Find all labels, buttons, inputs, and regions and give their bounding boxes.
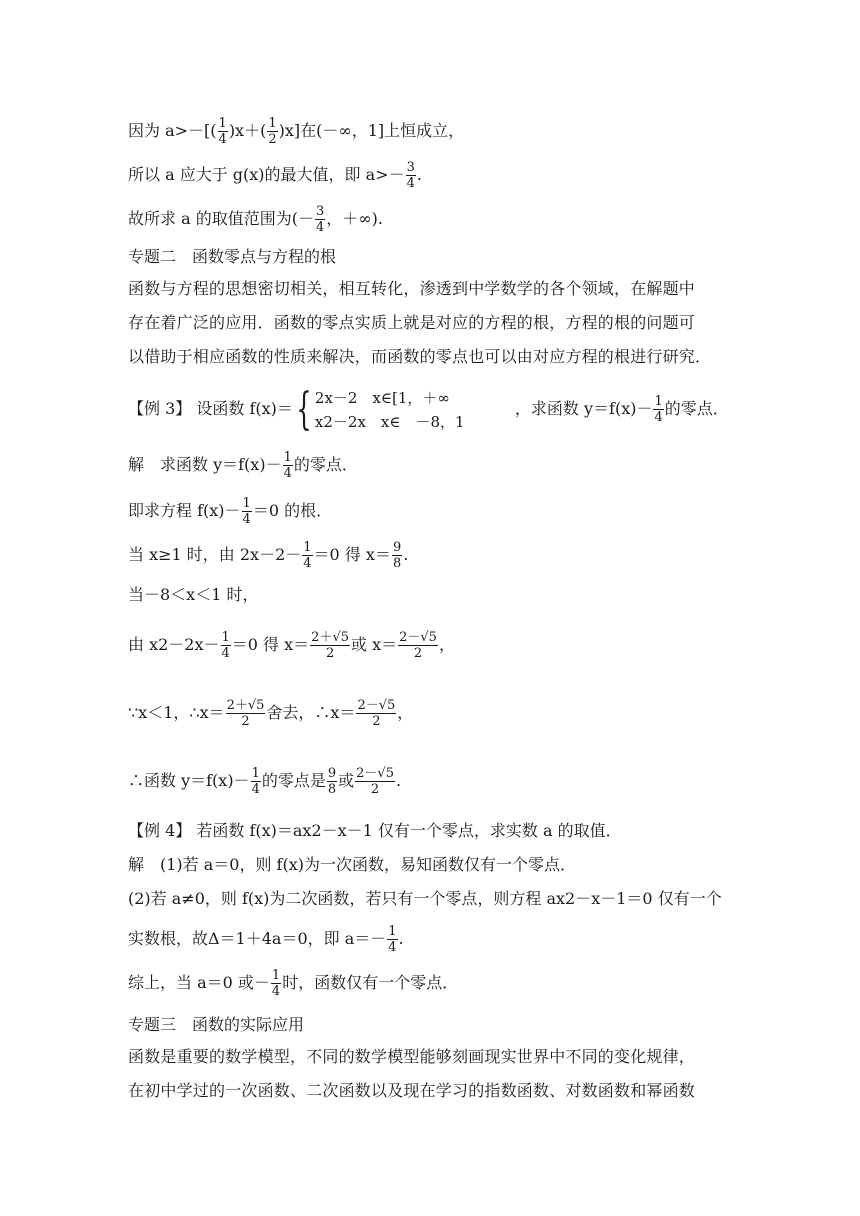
numerator: 2＋√5 [311,630,349,645]
text: 的零点． [293,455,358,474]
text: 因为 a>－[( [128,121,217,140]
fraction [283,450,293,481]
paragraph-line: 存在着广泛的应用．函数的零点实质上就是对应的方程的根，方程的根的问题可 [128,313,696,332]
example-label: 【例 4】 [128,821,192,840]
section-heading-3: 专题三 函数的实际应用 [128,1015,305,1034]
numerator: 9 [392,540,402,555]
paragraph-line: 以借助于相应函数的性质来解决，而函数的零点也可以由对应方程的根进行研究． [128,347,712,366]
text: ，＋∞). [326,209,383,228]
denominator: 4 [271,984,281,999]
root-fraction [226,698,266,729]
numerator: 1 [221,630,230,645]
text: 的零点． [664,399,729,418]
numerator: 1 [271,968,281,983]
denominator: 4 [654,410,663,425]
denominator: 2 [268,132,277,147]
text: . [403,545,409,564]
fraction [315,204,325,235]
text: . [398,929,404,948]
case-1: 2x－2 x∈[1，＋∞ [314,388,450,407]
numerator: 1 [283,450,292,465]
denominator: 2 [370,782,380,797]
fraction [653,394,663,425]
paragraph-line: 在初中学过的一次函数、二次函数以及现在学习的指数函数、对数函数和幂函数 [128,1081,696,1100]
solution-4-line-1: 解 (1)若 a＝0，则 f(x)为一次函数，易知函数仅有一个零点． [128,855,576,874]
text: 舍去，∴x＝ [266,703,356,722]
numerator: 1 [303,540,312,555]
numerator: 2－√5 [399,630,437,645]
numerator: 2－√5 [357,698,396,713]
denominator: 4 [251,782,260,797]
root-fraction [356,698,396,729]
denominator: 2 [325,646,335,661]
case-2: x2－2x x∈ －8，1 [314,412,465,431]
text: ∵x＜1，∴x＝ [128,703,225,722]
solution-line-6 [128,698,413,729]
fraction [242,496,252,527]
denominator: 4 [315,220,325,235]
text: ＝0 的根． [252,501,333,520]
denominator: 4 [283,466,292,481]
text: 或 [338,771,355,790]
numerator: 1 [251,766,260,781]
denominator: 4 [303,556,312,571]
fraction [302,540,312,571]
fraction [267,116,277,147]
solution-line-3 [128,540,408,571]
numerator: 9 [327,766,337,781]
paragraph-line: 函数与方程的思想密切相关，相互转化，渗透到中学数学的各个领域，在解题中 [128,279,696,298]
text: 若函数 f(x)＝ax2－x－1 仅有一个零点，求实数 a 的取值． [196,821,622,840]
section-heading-2: 专题二 函数零点与方程的根 [128,247,337,266]
fraction [218,116,228,147]
numerator: 2＋√5 [226,698,265,713]
text: 时，函数仅有一个零点． [282,973,459,992]
solution-line-2 [128,496,332,527]
numerator: 3 [315,204,325,219]
denominator: 8 [392,556,402,571]
numerator: 1 [388,924,397,939]
solution-line-7 [128,766,401,797]
denominator: 4 [242,512,251,527]
solution-4-line-3 [128,924,404,955]
fraction [327,766,337,797]
text: ＝0 得 x＝ [313,545,391,564]
text: 由 x2－2x－ [128,635,220,654]
solution-4-conclusion [128,968,458,999]
fraction [251,766,261,797]
root-fraction [355,766,395,797]
numerator: 1 [268,116,277,131]
text: 综上，当 a＝0 或－ [128,973,270,992]
text: 当 x≥1 时，由 2x－2－ [128,545,302,564]
denominator: 4 [218,132,227,147]
fraction [271,968,281,999]
solution-line-1 [128,450,358,481]
text: ∴函数 y＝f(x)－ [128,771,250,790]
text: 或 x＝ [351,635,398,654]
text: ， [397,703,414,722]
example-label: 【例 3】 [128,399,192,418]
denominator: 8 [327,782,337,797]
numerator: 1 [218,116,227,131]
text: )x＋( [228,121,267,140]
denominator: 4 [388,940,397,955]
numerator: 3 [406,160,415,175]
solution-line-4: 当－8＜x＜1 时， [128,585,259,604]
example-4 [128,820,622,842]
fraction [406,160,416,191]
text: 解 求函数 y＝f(x)－ [128,455,282,474]
left-brace: { [296,383,312,435]
text: 故所求 a 的取值范围为(－ [128,209,314,228]
denominator: 2 [372,714,381,729]
fraction [221,630,231,661]
denominator: 2 [413,646,423,661]
paragraph-line: 函数是重要的数学模型，不同的数学模型能够刻画现实世界中不同的变化规律， [128,1047,696,1066]
root-fraction [310,630,350,661]
line-max-value [128,160,422,191]
text: ＝0 得 x＝ [231,635,310,654]
line-range [128,204,383,235]
solution-4-line-2: (2)若 a≠0，则 f(x)为二次函数，若只有一个零点，则方程 ax2－x－1＝0 仅有一个 [128,889,722,908]
text: . [395,771,402,790]
fraction [387,924,397,955]
text: . [416,165,422,184]
numerator: 2－√5 [356,766,394,781]
denominator: 2 [241,714,250,729]
text: ， [438,635,455,654]
text: 所以 a 应大于 g(x)的最大值，即 a>－ [128,165,405,184]
denominator: 4 [406,176,415,191]
text: )x]在(－∞，1]上恒成立， [278,121,465,140]
example-3 [128,384,729,434]
numerator: 1 [654,394,663,409]
piecewise-cases [315,386,515,434]
text: 的零点是 [261,771,326,790]
text: ，求函数 y＝f(x)－ [514,399,653,418]
text: 实数根，故Δ＝1＋4a＝0，即 a＝－ [128,929,387,948]
root-fraction [398,630,438,661]
text: 即求方程 f(x)－ [128,501,241,520]
fraction [392,540,402,571]
solution-line-5 [128,630,455,661]
numerator: 1 [242,496,251,511]
denominator: 4 [221,646,230,661]
line-inequality [128,116,464,147]
text: 设函数 f(x)＝ [196,399,293,418]
